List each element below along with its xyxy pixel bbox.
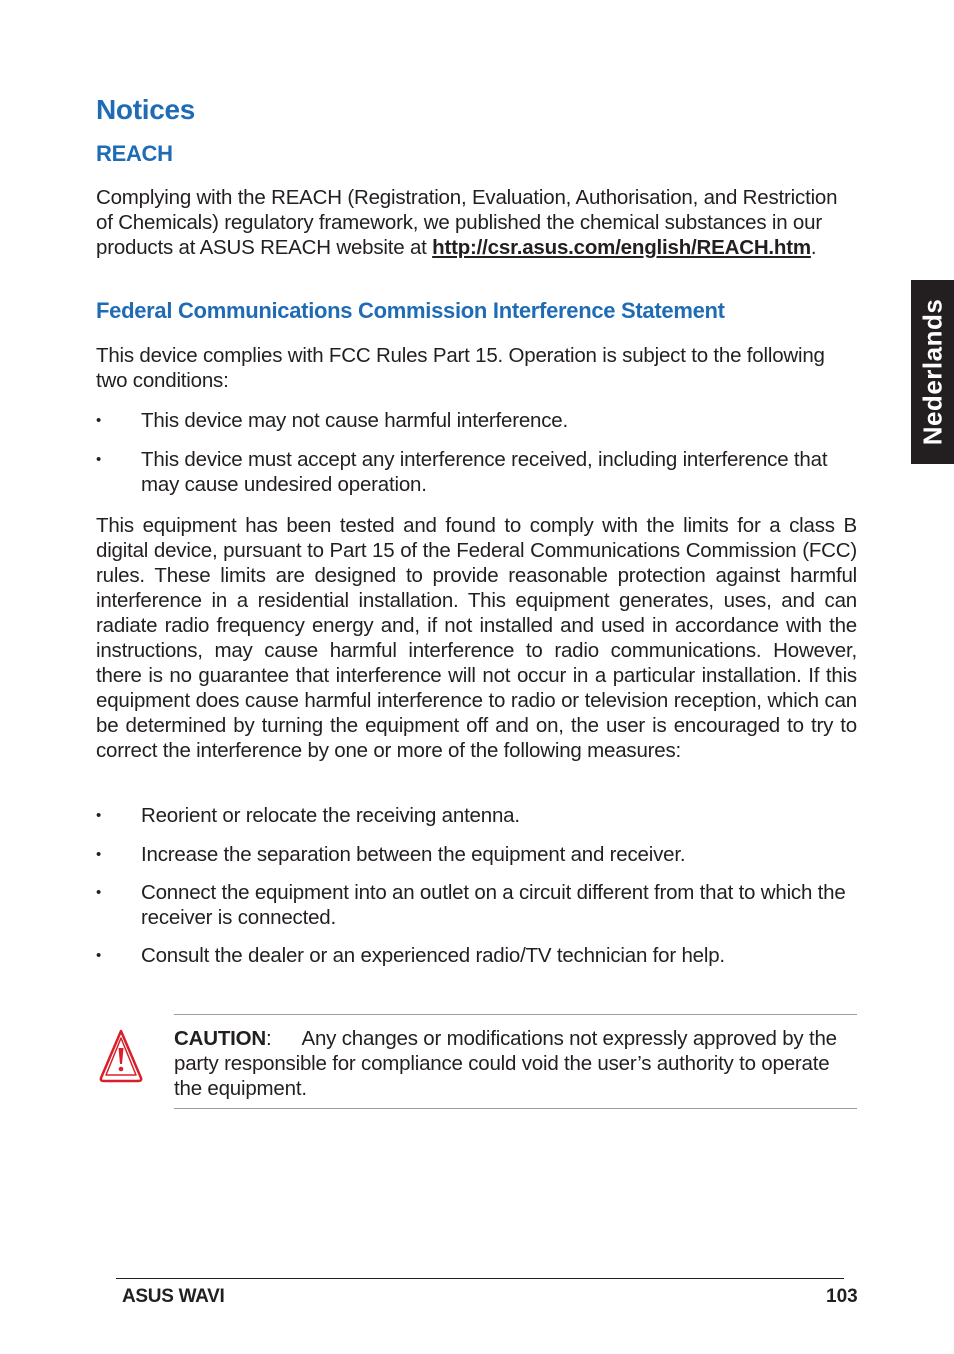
condition-text: This device must accept any interference received, including interference that may cause undesired operation. bbox=[141, 448, 828, 496]
bullet-icon: • bbox=[96, 947, 102, 964]
fcc-intro: This device complies with FCC Rules Part 15. Operation is subject to the following two conditions: bbox=[96, 344, 825, 392]
bullet-icon: • bbox=[96, 412, 102, 429]
caution-text: Any changes or modifications not expressly approved by the party responsible for compliance could void the user’s authority to operate the equipment. bbox=[174, 1027, 837, 1100]
list-item bbox=[96, 447, 857, 497]
reach-suffix: . bbox=[810, 236, 817, 259]
bullet-icon: • bbox=[96, 846, 102, 863]
list-item bbox=[96, 842, 857, 867]
measure-text: Increase the separation between the equipment and receiver. bbox=[141, 843, 686, 866]
list-item bbox=[96, 880, 857, 930]
list-item bbox=[96, 408, 857, 433]
reach-paragraph bbox=[96, 185, 857, 260]
caution-separator: : bbox=[265, 1027, 272, 1050]
language-label: Nederlands bbox=[917, 298, 947, 446]
bullet-icon: • bbox=[96, 884, 102, 901]
list-item bbox=[96, 943, 857, 968]
caution-note bbox=[174, 1026, 857, 1101]
bullet-icon: • bbox=[96, 451, 102, 468]
reach-heading: REACH bbox=[96, 141, 173, 166]
measure-text: Connect the equipment into an outlet on a circuit different from that to which the receiver is connected. bbox=[141, 881, 846, 929]
language-side-tab bbox=[911, 280, 954, 464]
measure-text: Reorient or relocate the receiving antenna. bbox=[141, 804, 520, 827]
list-item bbox=[96, 803, 857, 828]
caution-bottom-divider bbox=[174, 1108, 857, 1109]
footer-product: ASUS WAVI bbox=[122, 1286, 225, 1307]
reach-body: Complying with the REACH (Registration, Evaluation, Authorisation, and Restriction of Chemicals) regulatory framework, we published the chemical substances in our products at ASUS REACH website at bbox=[96, 186, 838, 259]
measure-text: Consult the dealer or an experienced radio/TV technician for help. bbox=[141, 944, 725, 967]
fcc-heading: Federal Communications Commission Interference Statement bbox=[96, 298, 725, 323]
caution-label: CAUTION bbox=[174, 1027, 266, 1050]
condition-text: This device may not cause harmful interference. bbox=[141, 409, 568, 432]
caution-top-divider bbox=[174, 1014, 857, 1015]
fcc-body: This equipment has been tested and found to comply with the limits for a class B digital device, pursuant to Part 15 of the Federal Communications Commission (FCC) rules. These limits are designed to provide reasonable protection against harmful interference in a residential installation. This equipment generates, uses, and can radiate radio frequency energy and, if not installed and used in accordance with the instructions, may cause harmful interference to radio communications. However, there is no guarantee that interference will not occur in a particular installation. If this equipment does cause harmful interference to radio or television reception, which can be determined by turning the equipment off and on, the user is encouraged to try to correct the interference by one or more of the following measures: bbox=[96, 514, 857, 762]
bullet-icon: • bbox=[96, 807, 102, 824]
page-title: Notices bbox=[96, 94, 196, 125]
warning-triangle-icon bbox=[97, 1028, 145, 1084]
reach-link[interactable]: http://csr.asus.com/english/REACH.htm bbox=[432, 236, 811, 259]
page-number: 103 bbox=[826, 1286, 858, 1307]
footer-divider bbox=[116, 1278, 844, 1279]
